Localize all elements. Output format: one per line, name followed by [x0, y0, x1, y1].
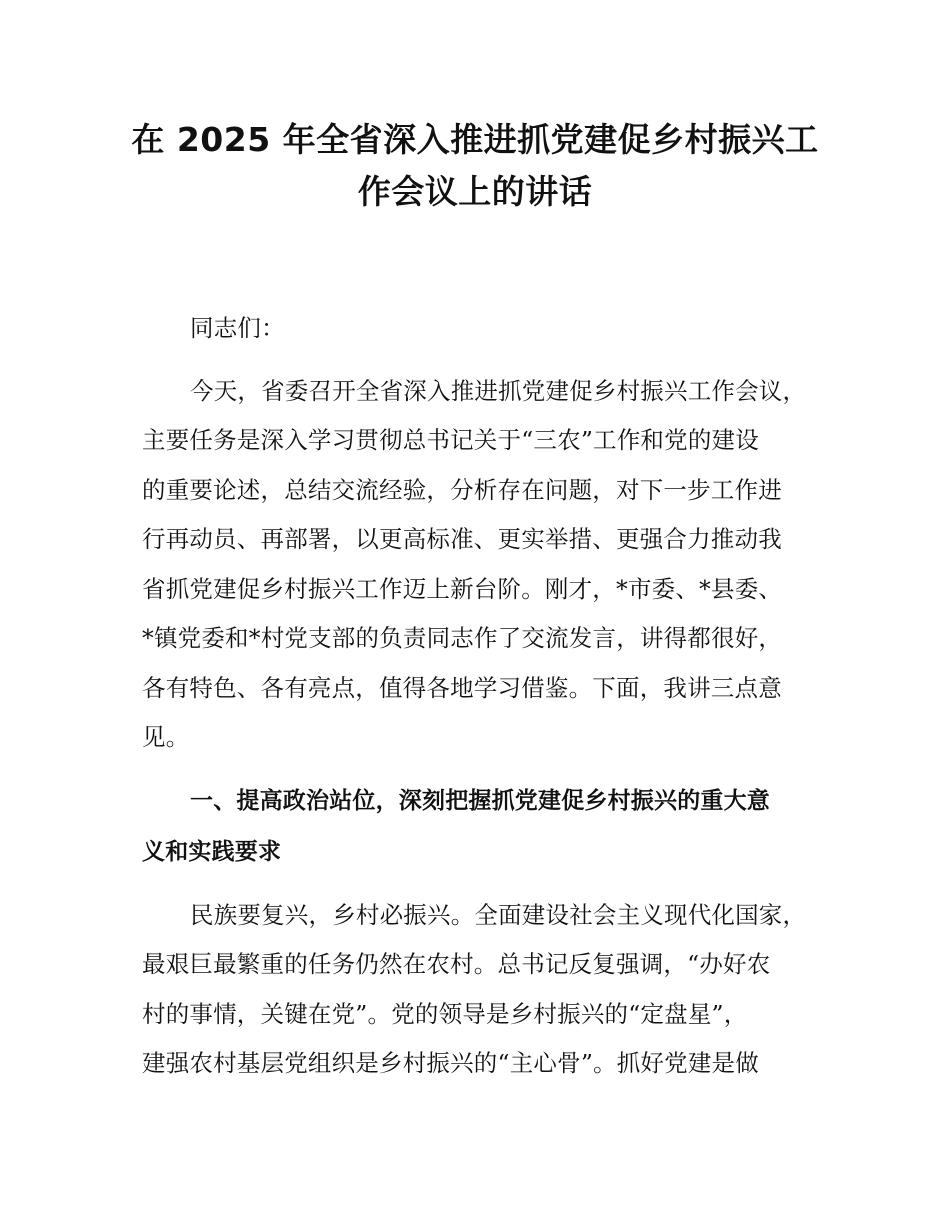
document-body [142, 304, 810, 1102]
text-line: 的重要论述，总结交流经验，分析存在问题，对下一步工作进 [142, 475, 782, 504]
title-line: 在 2025 年全省深入推进抓党建促乡村振兴工 [131, 120, 819, 159]
text-line: 最艰巨最繁重的任务仍然在农村。总书记反复强调，“办好农 [142, 950, 771, 978]
text-line: 村的事情，关键在党”。党的领导是乡村振兴的“定盘星”， [142, 999, 748, 1028]
paragraph-section-1 [142, 891, 810, 1089]
text-line: 各有特色、各有亮点，值得各地学习借鉴。下面，我讲三点意 [142, 673, 782, 702]
text-line: 民族要复兴，乡村必振兴。全面建设社会主义现代化国家， [190, 900, 807, 929]
paragraph-opening [142, 367, 810, 763]
text-line: 省抓党建促乡村振兴工作迈上新台阶。刚才，*市委、*县委、 [142, 574, 783, 603]
text-line: 今天，省委召开全省深入推进抓党建促乡村振兴工作会议， [190, 376, 807, 405]
title-line: 作会议上的讲话 [357, 172, 593, 211]
text-line: *镇党委和*村党支部的负责同志作了交流发言，讲得都很好， [142, 624, 783, 652]
salutation-text: 同志们： [190, 314, 285, 342]
heading-line: 义和实践要求 [142, 838, 282, 865]
text-line: 行再动员、再部署，以更高标准、更实举措、更强合力推动我 [142, 525, 782, 553]
salutation [142, 304, 810, 354]
section-heading-1 [142, 776, 810, 878]
document-title [120, 114, 830, 218]
heading-line: 一、提高政治站位，深刻把握抓党建促乡村振兴的重大意 [190, 787, 770, 814]
text-line: 见。 [142, 723, 190, 751]
text-line: 建强农村基层党组织是乡村振兴的“主心骨”。抓好党建是做 [142, 1049, 759, 1077]
text-line: 主要任务是深入学习贯彻总书记关于“三农”工作和党的建设 [142, 426, 759, 454]
